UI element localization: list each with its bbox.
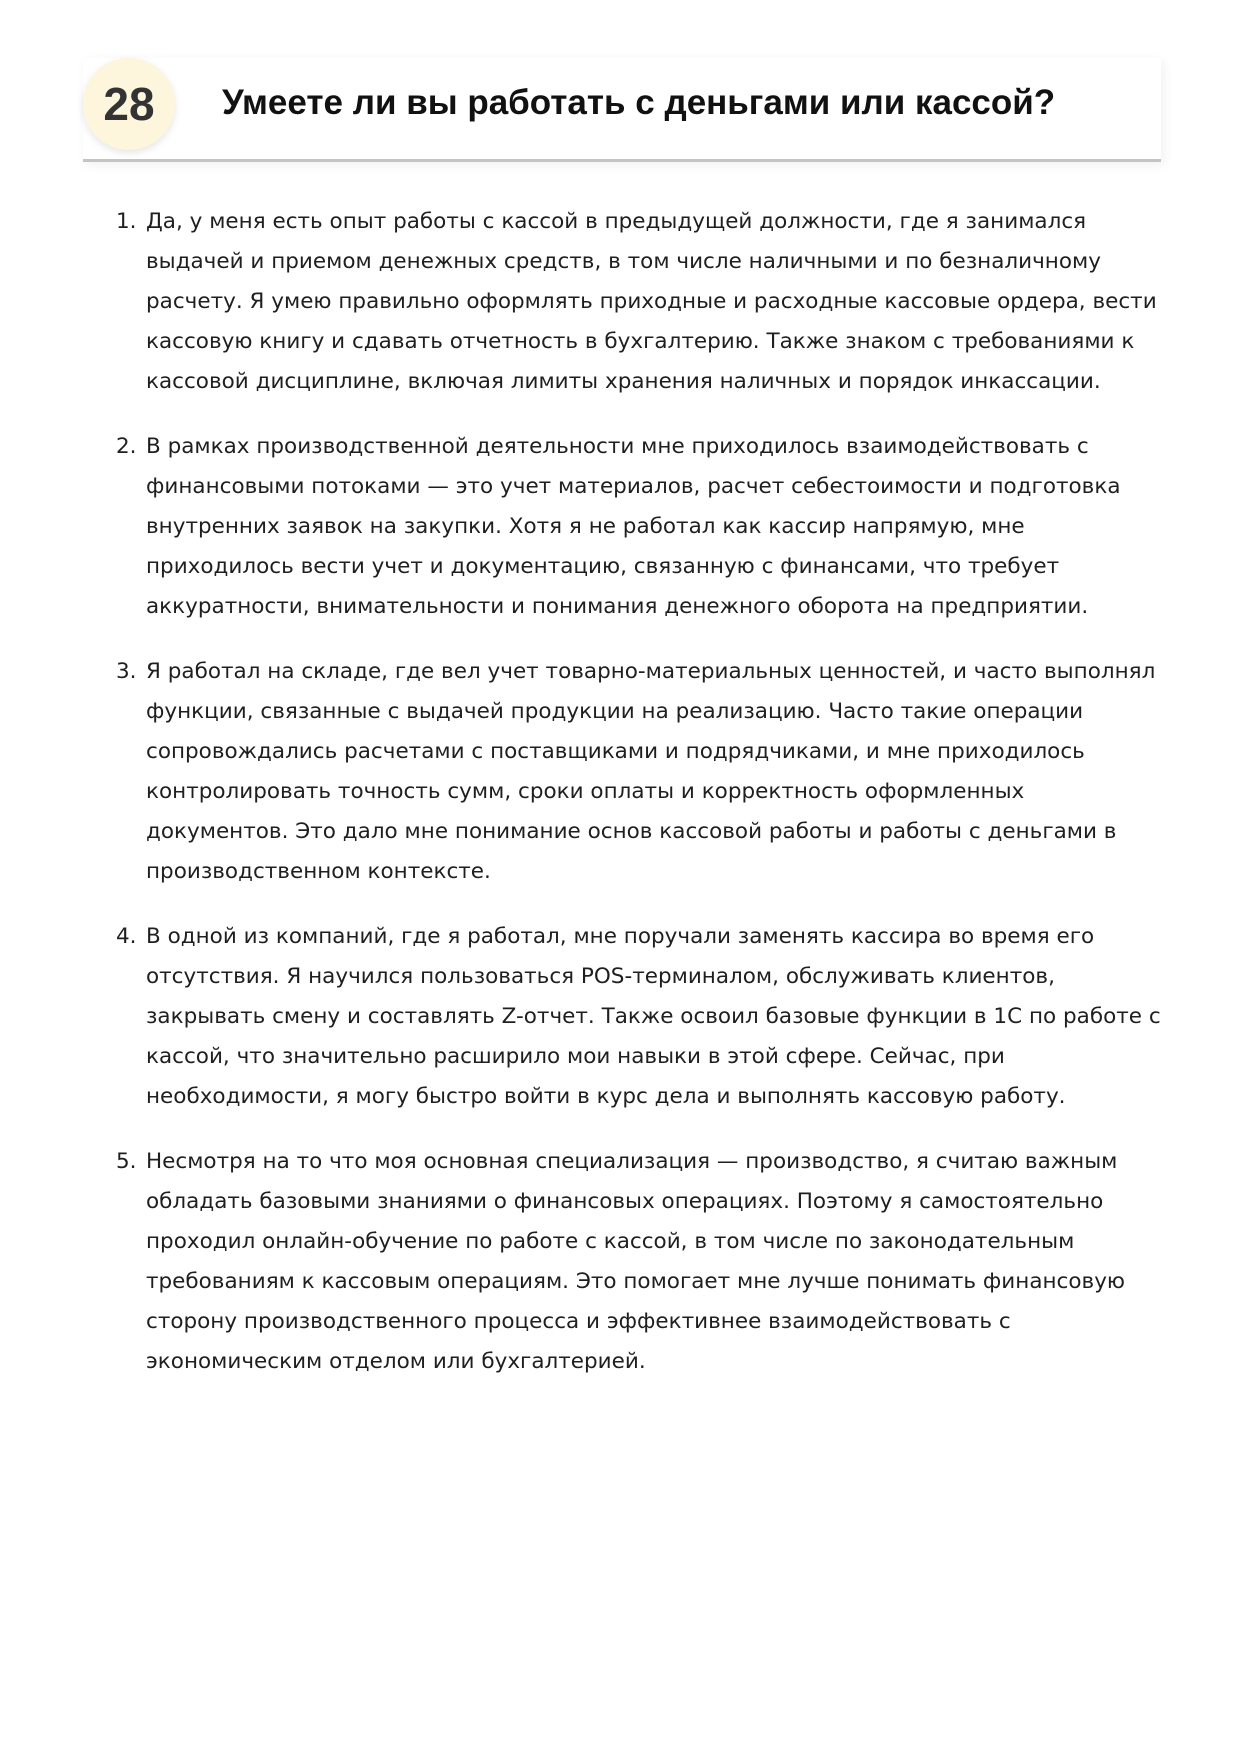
question-number-badge: 28 bbox=[83, 58, 175, 150]
answer-item bbox=[116, 1142, 1166, 1382]
answer-text: Несмотря на то что моя основная специализация — производство, я считаю важным обладать базовыми знаниями о финансовых операциях. Поэтому я самостоятельно проходил онлайн-обучение по работе с кассой, в том числе по законодательным требованиям к кассовым операциям. Это помогает мне лучше понимать финансовую сторону производственного процесса и эффективнее взаимодействовать с экономическим отделом или бухгалтерией. bbox=[146, 1149, 1126, 1374]
answer-text: В одной из компаний, где я работал, мне поручали заменять кассира во время его отсутствия. Я научился пользоваться POS-терминалом, обслуживать клиентов, закрывать смену и составлять Z-отчет. Также освоил базовые функции в 1С по работе с кассой, что значительно расширило мои навыки в этой сфере. Сейчас, при необходимости, я могу быстро войти в курс дела и выполнять кассовую работу. bbox=[146, 924, 1161, 1109]
answer-number: 3. bbox=[116, 659, 137, 684]
answer-number: 2. bbox=[116, 434, 137, 459]
answer-item bbox=[116, 652, 1166, 892]
answer-text: В рамках производственной деятельности мне приходилось взаимодействовать с финансовыми потоками — это учет материалов, расчет себестоимости и подготовка внутренних заявок на закупки. Хотя я не работал как кассир напрямую, мне приходилось вести учет и документацию, связанную с финансами, что требует аккуратности, внимательности и понимания денежного оборота на предприятии. bbox=[146, 434, 1121, 619]
answer-text: Я работал на складе, где вел учет товарно-материальных ценностей, и часто выполнял функции, связанные с выдачей продукции на реализацию. Часто такие операции сопровождались расчетами с поставщиками и подрядчиками, и мне приходилось контролировать точность сумм, сроки оплаты и корректность оформленных документов. Это дало мне понимание основ кассовой работы и работы с деньгами в производственном контексте. bbox=[146, 659, 1156, 884]
answer-text: Да, у меня есть опыт работы с кассой в предыдущей должности, где я занимался выдачей и приемом денежных средств, в том числе наличными и по безналичному расчету. Я умею правильно оформлять приходные и расходные кассовые ордера, вести кассовую книгу и сдавать отчетность в бухгалтерию. Также знаком с требованиями к кассовой дисциплине, включая лимиты хранения наличных и порядок инкассации. bbox=[146, 209, 1157, 394]
answer-item bbox=[116, 917, 1166, 1117]
answer-list bbox=[116, 202, 1166, 1407]
question-header bbox=[83, 58, 1161, 162]
answer-number: 1. bbox=[116, 209, 137, 234]
answer-number: 5. bbox=[116, 1149, 137, 1174]
question-title: Умеете ли вы работать с деньгами или кассой? bbox=[222, 83, 1056, 122]
answer-item bbox=[116, 427, 1166, 627]
answer-item bbox=[116, 202, 1166, 402]
answer-number: 4. bbox=[116, 924, 137, 949]
